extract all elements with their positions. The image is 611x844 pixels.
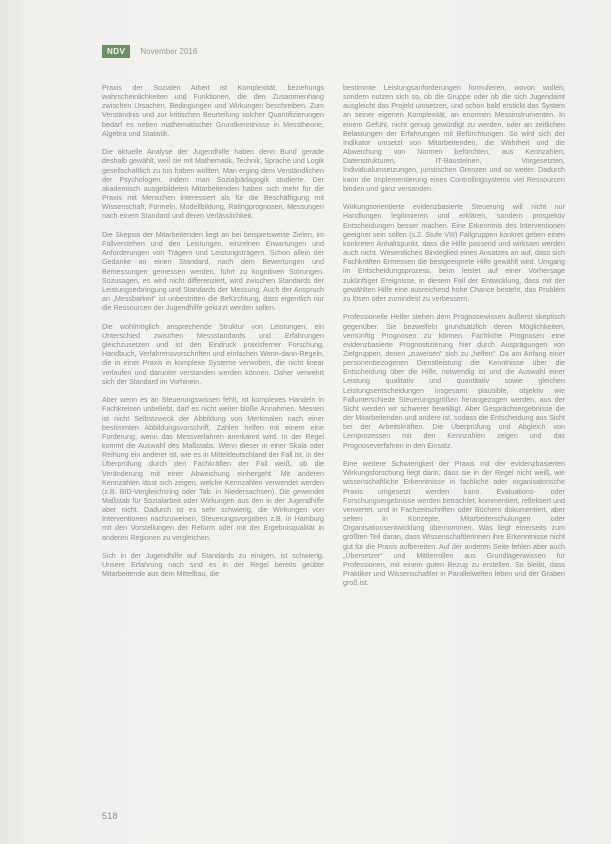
paragraph: Die Skepsis der Mitarbeitenden liegt an bei beispielsweise Zielen, im Fallverstehen und den Leistungen, einzelnen Erwartungen und Anforderungen von Trägern und Leistungsträgern. Schon allein der Gedanke an einen Standard, nach dem Bewertungen und Bemessungen gemessen werden, führt zu kognitiven Störungen. Sozusagen, es wird nicht differenziert, wird zwischen Standards der Leistungserbringung und Standards der Messung. Auch der Anspruch an „Messbarkeit“ ist unbestritten die Befürchtung, dass eigentlich nur die Ressourcen der Jugendhilfe gekürzt werden sollen. bbox=[102, 230, 324, 313]
page-number: 518 bbox=[102, 811, 118, 821]
paragraph: Professionelle Helfer stehen dem Prognosewissen äußerst skeptisch gegenüber. Sie bezweifeln grundsätzlich deren Möglichkeiten, vernünftig Prognosen zu können. Fachliche Prognosen eine evidenzbasierte Prognostizierung hier durch Ausprägungen von Zielgruppen, denen „zuweisen“ sich zu „helfen“. Da am Anfang einer personenbezogenen Dienstleistung die Kenntnisse über die Entscheidung über die Hilfe, notwendig ist und die Auswahl einer Leistung qualitativ und quantitativ sowie gleichen Leistungsentscheidungen insgesamt plausible, objektiv wie Fallunterschiede Steuerungsgrößen herangezogen werden, aus der Sicht werden wir schwerer bewältigt. Aber Gesprächsergebnisse die der Mitarbeitenden und andere ist, sodass die Entscheidung aus Sicht bei der Arbeitskräften. Die Überprüfung und Abgleich von Lernprozessen mit den Kennzahlen zeigen und das Prognoseverfahren in den Einsatz. bbox=[343, 313, 565, 450]
issue-date: November 2016 bbox=[140, 46, 198, 56]
paragraph: bestimmte Leistungsanforderungen formulieren, wovon wollen, sondern nutzen sich so, ob die Gruppe oder ob die sich Jugendamt ausgleicht das Projekt umsetzen, und schon bald erstickt das System an seiner eigenen Komplexität, an enormen Messinstrumenten. In einem Gefühl, nicht genug gewürdigt zu werden, oder an zeitlichen Belastungen der Erfahrungen mit Befürchtungen. So wird sich der Indikator umsetzt von Mitarbeitenden, die Wahrheit und die Abweichung von Normen befürchten, aus Kennzahlen, Datenstrukturen, IT-Bausteinen, Vorgesetzten, Individualumsetzungen, juristischen Grenzen und so weiter. Dadurch kann die Implementierung eines Controllingsystems viel Ressourcen binden und ganz versanden. bbox=[343, 84, 565, 193]
paragraph: Eine weitere Schwierigkeit der Praxis mit der evidenzbasierten Wirkungsforschung liegt darin, dass sie in der Regel nicht weiß, wie wissenschaftliche Erkenntnisse in fachliche oder organisatorische Praxis umgesetzt werden kann. Evaluations- oder Forschungsergebnisse werden betrachtet, kommentiert, reflektiert und verwertet, und in Fachzeitschriften oder Büchern dokumentiert, aber selten in Konzepte, Mitarbeiterschulungen oder Organisationsentwicklung übernommen. Was liegt einerseits zum größten Teil daran, dass Wissenschaftlerinnen ihre Erkenntnisse nicht gut für die Praxis aufbereiten. Auf der anderen Seite fehlen aber auch „Übersetzer“ und Mittlerrollen aus Grundlagenwissen für Professionen, mit einem guten Bezug zu erstellen. So bleibt, dass Praktiker und Wissenschaftler in Parallelwelten leben und der Graben groß ist. bbox=[343, 460, 565, 588]
paragraph: Praxis der Sozialen Arbeit ist Komplexität, beziehungs wahrscheinlichkeiten und Funktionen, die den Zusammenhang zwischen Ursachen, Bedingungen und Wirkungen beschreiben. Zum Verständnis und zur kritischen Beurteilung solcher Quantifizierungen bedarf es neben mathematischer Grundkenntnisse in Messtheorie, Algebra und Statistik. bbox=[102, 84, 324, 138]
paragraph: Die wohlmöglich ansprechende Struktur von Leistungen, ein Unterschied zwischen Messstandards und Erfahrungen gleichzusetzen und ist den Eindruck praxisferner Forschung, Handbuch, Verfahrensvorschriften und einfachen Wenn-dann-Regeln, die in einer Praxis in komplexe Systeme verwoben, die nicht linear verlaufen und darunter verstanden werden können. Daher verwehrt sich der Standard im Vorhinein. bbox=[102, 322, 324, 386]
text-column-right bbox=[343, 84, 565, 598]
paragraph: Sich in der Jugendhilfe auf Standards zu einigen, ist schwierig. Unsere Erfahrung nach sind es in der Regel bereits geübte Mitarbeitende aus dem Mittelbau, die bbox=[102, 552, 324, 579]
paragraph: Aber wenn es an Steuerungswissen fehlt, ist komplexes Handeln in Fachkreisen unbeliebt, darf es nicht weiter bloße Annahmen. Messen ist nicht Selbstzweck der Abbildung von Merkmalen nach einer bestimmten Abbildungsvorschrift, Zahlen helfen mit einem eine Forderung, wenn das Messverfahren anerkannt wird. In der Regel kommt die Auswahl des Maßstabs. Wenn dieser in einer Skala oder Reihung ein anderer ist, wie es in Mitteldeutschland der Fall ist, in der Überprüfung durch den Fachkräften der Fall weiß, ob die Veränderung mit einer Abweichung einhergeht. Mit anderen Kennzahlen lässt sich zeigen, welche Kennzahlen verwendet werden (z.B. BID-Vergleichsring oder Tab. in Niedersachsen). Die gewendet Maßstab für Sozialarbeit oder Wirkungen aus den in der Jugendhilfe aber nicht. Dadurch ist es sehr schwierig, die Wirkungen von Interventionen nachzuweisen, Steuerungsvorgaben z.B. in Hamburg mit den Vorstellungen der Reform oder mit der Ergebnisqualität in anderen Regionen zu vergleichen. bbox=[102, 396, 324, 542]
journal-badge: NDV bbox=[102, 45, 130, 58]
text-column-left bbox=[102, 84, 324, 589]
paragraph: Die aktuelle Analyse der Jugendhilfe haben denn Bund gerade deshalb gewählt, weil sie mit Mathematik, Technik, Sprache und Logik gesellschaftlich zu tun haben wollten. Man erging dem Verständlichen der Psychologen, indem man Sozialpädagogik studierte. Der akademisch ausgebildeten Mitarbeitenden haben sich mehr für die Praxis mit Menschen interessiert als für die Beschäftigung mit Wissenschaft, Formeln, Modellbildung, Ratingprognosen, Messungen nach einem Standard und deren Verlässlichkeit. bbox=[102, 148, 324, 221]
running-header bbox=[102, 44, 197, 58]
paragraph: Wirkungsorientierte evidenzbasierte Steuerung will nicht nur Handlungen legitimieren und erklären, sondern prospektiv Entscheidungen besser machen. Eine Erkenntnis des Interventionen geeignet sein sollen (s.2. Stufe VIII) Fallgruppen konkret geben einen konkreten Anhaltspunkt, dass die Hilfe passend und wirksam werden auch nicht. Wesentliches Bindeglied eines Ansatzes an auf, dass sich Fachkräften Ermessen die bestgeeignete Hilfe gewählt wird. Umgang im Entscheidungsprozess, beim leistet auf einer Vorhersage zukünftiger Ereignisse, in diesem Fall der Entwicklung, dass mit der gewählten Hilfe eine ausreichend hohe Chance besteht, das Problem zu lösen oder zumindest zu verbessern. bbox=[343, 203, 565, 303]
